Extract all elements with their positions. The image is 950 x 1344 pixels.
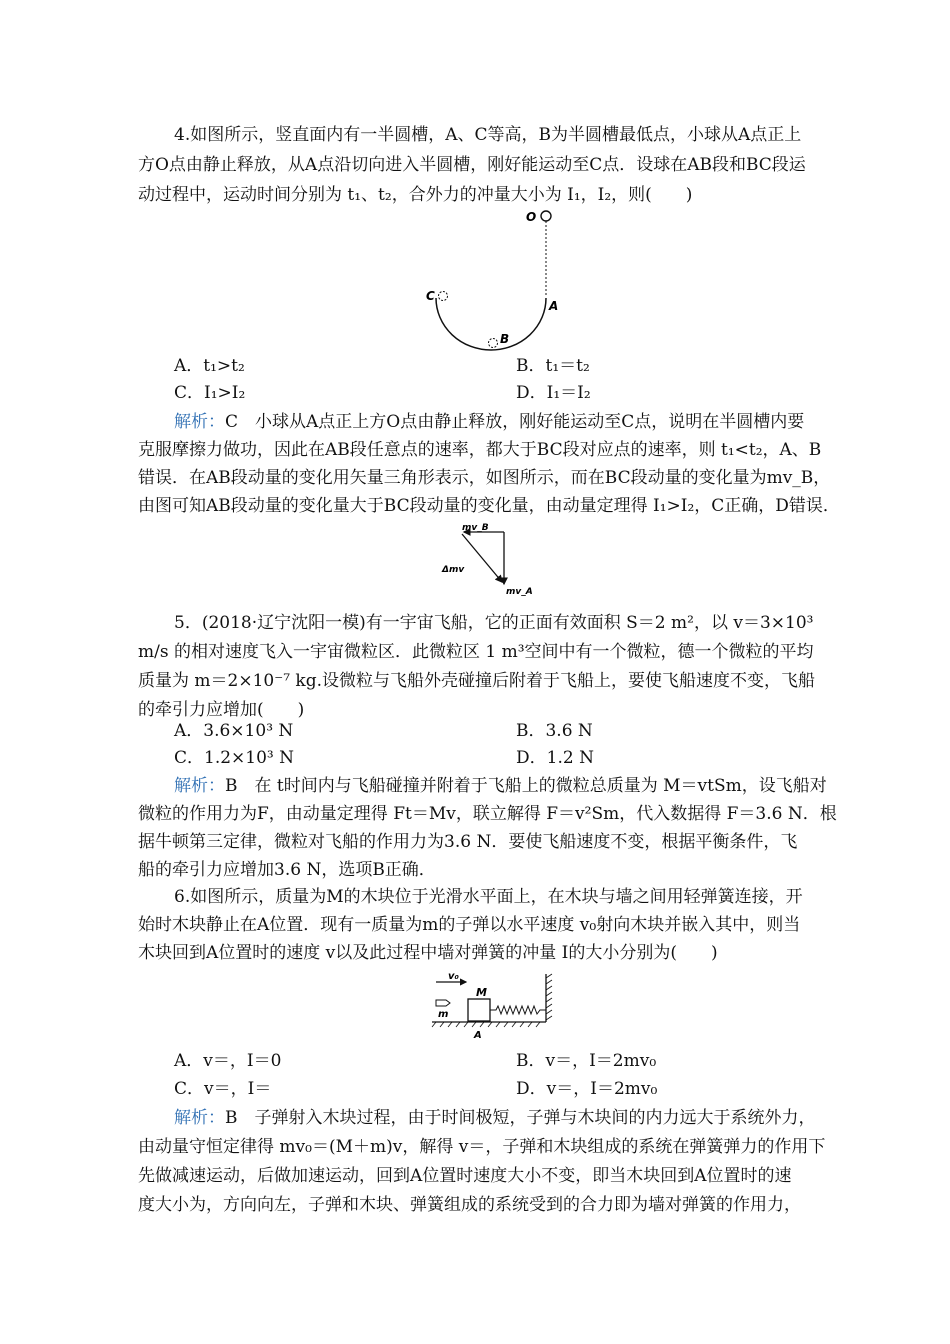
q5-option-a: A．3.6×10³ N [174,721,294,741]
q4-option-b: B．t₁＝t₂ [516,356,590,376]
q4-line-1: 4.如图所示，竖直面内有一半圆槽，A、C等高，B为半圆槽最低点，小球从A点正上 [174,125,802,145]
q4-analysis-line-1: 解析：C 小球从A点正上方O点由静止释放，刚好能运动至C点，说明在半圆槽内要 [174,412,805,432]
q6-analysis-line-3: 先做减速运动，后做加速运动，回到A位置时速度大小不变，即当木块回到A位置时的速 [138,1166,792,1186]
q4-analysis-line-4: 由图可知AB段动量的变化量大于BC段动量的变化量，由动量定理得 I₁>I₂，C正确，D错误． [138,496,840,516]
q4-option-d: D．I₁＝I₂ [516,383,591,403]
q5-line-1: 5．(2018·辽宁沈阳一模)有一宇宙飞船，它的正面有效面积 S＝2 m²，以 v＝3×10³ [174,613,814,633]
q4-analysis-line-2: 克服摩擦力做功，因此在AB段任意点的速率，都大于BC段对应点的速率，则 t₁<t₂，A、B [138,440,822,460]
q6-spring-block-figure [428,970,568,1048]
q5-option-c: C．1.2×10³ N [174,748,295,768]
q5-option-d: D．1.2 N [516,748,594,768]
q4-vector-triangle [440,518,540,598]
q4-label-o: O [526,210,537,224]
q6-option-a: A．v＝，I＝0 [174,1051,282,1071]
q5-option-b: B．3.6 N [516,721,593,741]
q6-option-c: C．v＝，I＝ [174,1079,272,1099]
q5-analysis-line-2: 微粒的作用力为F，由动量定理得 Ft＝Mv，联立解得 F＝v²Sm，代入数据得 F＝3.6 N．根 [138,804,837,824]
q6-option-b: B．v＝，I＝2mv₀ [516,1051,657,1071]
q6-label-m: m [438,1009,449,1020]
q4-vector-label-mid: Δmv [442,565,465,575]
q5-line-3: 质量为 m＝2×10⁻⁷ kg.设微粒与飞船外壳碰撞后附着于飞船上，要使飞船速度不变，飞船 [138,671,815,691]
q5-line-2: m/s 的相对速度飞入一宇宙微粒区．此微粒区 1 m³空间中有一个微粒，德一个微粒的平均 [138,642,814,662]
q5-line-4: 的牵引力应增加( ) [138,700,305,720]
q6-analysis-label: 解析： [174,1108,225,1128]
q4-semicircle-figure [410,205,570,350]
q6-analysis-line-1: 解析：B 子弹射入木块过程，由于时间极短，子弹与木块间的内力远大于系统外力， [174,1108,816,1128]
q6-line-1: 6.如图所示，质量为M的木块位于光滑水平面上，在木块与墙之间用轻弹簧连接，开 [174,887,803,907]
q4-label-c: C [426,289,435,303]
q6-analysis-line-4: 度大小为，方向向左，子弹和木块、弹簧组成的系统受到的合力即为墙对弹簧的作用力， [138,1195,801,1215]
q6-label-M: M [476,986,487,999]
q5-analysis-line-3: 据牛顿第三定律，微粒对飞船的作用力为3.6 N．要使飞船速度不变，根据平衡条件，飞 [138,832,798,852]
q5-analysis-line-4: 船的牵引力应增加3.6 N，选项B正确． [138,860,436,880]
q5-analysis-line-1: 解析：B 在 t时间内与飞船碰撞并附着于飞船上的微粒总质量为 M＝vtSm，设飞船对 [174,776,827,796]
q4-analysis-label: 解析： [174,412,225,432]
q4-analysis-line-3: 错误．在AB段动量的变化用矢量三角形表示，如图所示，而在BC段动量的变化量为mv_B， [138,468,831,488]
q5-analysis-label: 解析： [174,776,225,796]
q6-option-d: D．v＝，I＝2mv₀ [516,1079,658,1099]
q4-vector-label-bottom: mv_A [506,587,533,597]
q4-line-2: 方O点由静止释放，从A点沿切向进入半圆槽，刚好能运动至C点．设球在AB段和BC段运 [138,155,806,175]
q6-line-3: 木块回到A位置时的速度 v以及此过程中墙对弹簧的冲量 I的大小分别为( ) [138,943,718,963]
q6-label-v0: v₀ [448,971,459,982]
q4-option-a: A．t₁>t₂ [174,356,245,376]
q6-line-2: 始时木块静止在A位置．现有一质量为m的子弹以水平速度 v₀射向木块并嵌入其中，则当 [138,915,801,935]
q4-line-3: 动过程中，运动时间分别为 t₁、t₂，合外力的冲量大小为 I₁，I₂，则( ) [138,185,693,205]
q4-label-b: B [500,332,510,346]
q4-label-a: A [549,299,559,313]
q4-option-c: C．I₁>I₂ [174,383,246,403]
q6-analysis-line-2: 由动量守恒定律得 mv₀＝(M＋m)v，解得 v＝，子弹和木块组成的系统在弹簧弹力的作用下 [138,1137,826,1157]
q4-vector-label-top: mv_B [462,523,489,533]
q6-label-a: A [474,1030,482,1041]
